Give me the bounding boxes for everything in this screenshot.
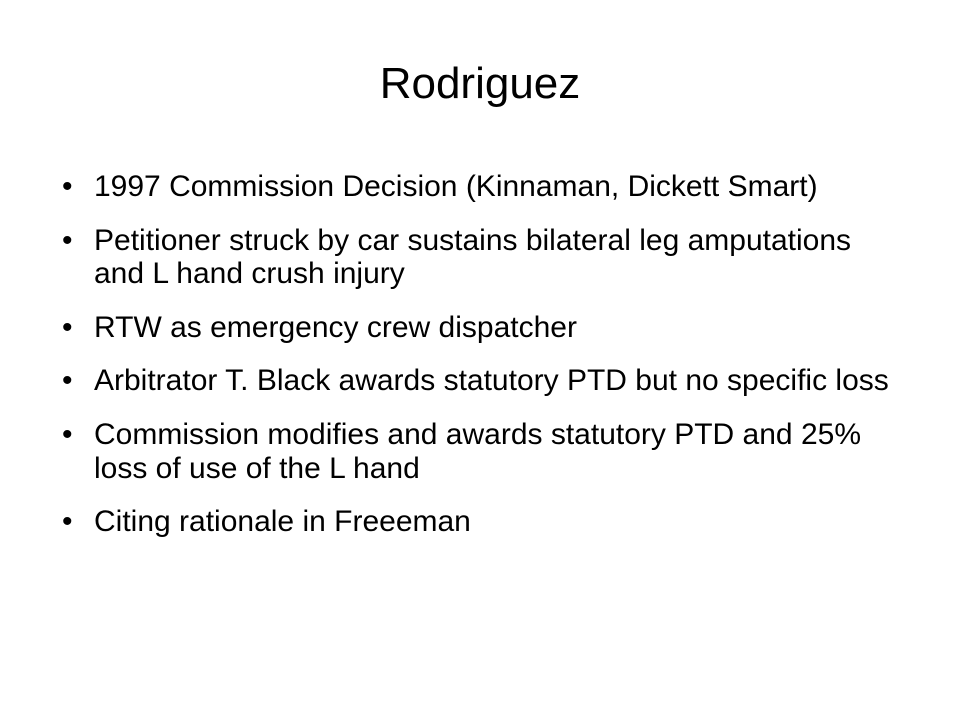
bullet-text: Commission modifies and awards statutory PTD and 25% loss of use of the L hand xyxy=(94,417,861,485)
bullet-text: 1997 Commission Decision (Kinnaman, Dickett Smart) xyxy=(94,170,818,203)
bullet-list xyxy=(60,170,890,559)
bullet-item xyxy=(60,505,890,539)
bullet-icon: • xyxy=(62,170,73,203)
bullet-text: Petitioner struck by car sustains bilateral leg amputations and L hand crush injury xyxy=(94,223,852,291)
slide-title: Rodriguez xyxy=(379,59,581,108)
bullet-icon: • xyxy=(62,364,73,398)
bullet-icon: • xyxy=(62,417,73,451)
bullet-item xyxy=(60,311,890,345)
bullet-icon: • xyxy=(62,505,73,539)
bullet-text: RTW as emergency crew dispatcher xyxy=(94,310,577,344)
bullet-item xyxy=(60,418,890,485)
bullet-item xyxy=(60,364,890,398)
bullet-text: Citing rationale in Freeeman xyxy=(94,505,471,539)
bullet-icon: • xyxy=(62,310,73,344)
bullet-icon: • xyxy=(62,223,73,257)
bullet-text: Arbitrator T. Black awards statutory PTD but no specific loss xyxy=(94,364,889,398)
bullet-item xyxy=(60,224,890,291)
bullet-item xyxy=(60,170,890,204)
